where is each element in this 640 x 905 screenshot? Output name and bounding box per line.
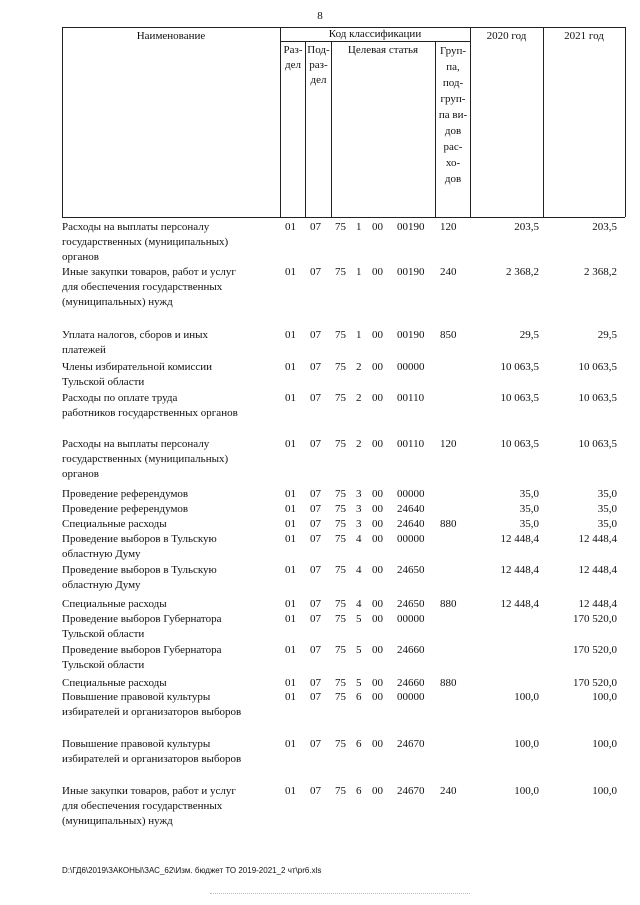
target-part-c: 00 (372, 329, 383, 341)
target-part-c: 00 (372, 598, 383, 610)
target-part-a: 75 (335, 598, 346, 610)
target-part-b: 4 (356, 598, 362, 610)
value-2020: 2 368,2 (506, 266, 539, 278)
value-2021: 100,0 (592, 785, 617, 797)
target-part-a: 75 (335, 533, 346, 545)
value-2021: 203,5 (592, 221, 617, 233)
target-part-d: 24660 (397, 644, 425, 656)
row-name-line: органов (62, 251, 99, 263)
row-name-line: государственных (муниципальных) (62, 453, 229, 465)
target-part-c: 00 (372, 785, 383, 797)
podrazdel-cell: 07 (310, 738, 321, 750)
podrazdel-cell: 07 (310, 598, 321, 610)
podrazdel-cell: 07 (310, 221, 321, 233)
value-2021: 100,0 (592, 691, 617, 703)
target-part-d: 00190 (397, 329, 425, 341)
target-part-d: 00110 (397, 392, 425, 404)
row-name-line: Тульской области (62, 376, 145, 388)
target-part-d: 00000 (397, 533, 425, 545)
value-2021: 170 520,0 (573, 677, 617, 689)
header-name: Наименование (136, 30, 206, 42)
group-cell: 240 (440, 266, 457, 278)
podrazdel-cell: 07 (310, 677, 321, 689)
target-part-c: 00 (372, 691, 383, 703)
value-2020: 203,5 (514, 221, 539, 233)
target-part-c: 00 (372, 438, 383, 450)
target-part-d: 00000 (397, 488, 425, 500)
target-part-d: 00110 (397, 438, 425, 450)
target-part-a: 75 (335, 677, 346, 689)
target-part-b: 4 (356, 533, 362, 545)
value-2021: 12 448,4 (578, 598, 617, 610)
row-name (62, 220, 277, 265)
value-2021: 35,0 (597, 503, 617, 515)
podrazdel-cell: 07 (310, 392, 321, 404)
razdel-cell: 01 (285, 488, 296, 500)
row-name-line: Проведение выборов в Тульскую (62, 564, 217, 576)
target-part-c: 00 (372, 361, 383, 373)
target-part-b: 5 (356, 644, 362, 656)
row-name-line: Иные закупки товаров, работ и услуг (62, 785, 236, 797)
group-cell: 880 (440, 518, 457, 530)
target-part-c: 00 (372, 738, 383, 750)
podrazdel-cell: 07 (310, 488, 321, 500)
row-name-line: Тульской области (62, 659, 145, 671)
row-name-line: Повышение правовой культуры (62, 691, 211, 703)
podrazdel-cell: 07 (310, 691, 321, 703)
razdel-cell: 01 (285, 438, 296, 450)
value-2021: 10 063,5 (578, 361, 617, 373)
row-name (62, 643, 277, 673)
row-name (62, 328, 277, 358)
value-2020: 29,5 (519, 329, 539, 341)
podrazdel-cell: 07 (310, 613, 321, 625)
target-part-d: 24640 (397, 518, 425, 530)
podrazdel-cell: 07 (310, 564, 321, 576)
razdel-cell: 01 (285, 329, 296, 341)
target-part-a: 75 (335, 329, 346, 341)
value-2021: 100,0 (592, 738, 617, 750)
value-2020: 100,0 (514, 738, 539, 750)
target-part-c: 00 (372, 518, 383, 530)
divider (470, 27, 471, 217)
razdel-cell: 01 (285, 785, 296, 797)
target-part-d: 00000 (397, 691, 425, 703)
razdel-cell: 01 (285, 738, 296, 750)
header-podrazdel: Под- раз- дел (307, 44, 330, 86)
target-part-b: 3 (356, 503, 362, 515)
target-part-b: 3 (356, 518, 362, 530)
group-cell: 880 (440, 677, 457, 689)
row-name (62, 563, 277, 593)
value-2021: 12 448,4 (578, 564, 617, 576)
podrazdel-cell: 07 (310, 785, 321, 797)
target-part-c: 00 (372, 564, 383, 576)
row-name-line: избирателей и организаторов выборов (62, 706, 242, 718)
row-name-line: Повышение правовой культуры (62, 738, 211, 750)
page-number: 8 (317, 10, 323, 22)
target-part-d: 24650 (397, 598, 425, 610)
podrazdel-cell: 07 (310, 266, 321, 278)
row-name (62, 784, 277, 829)
target-part-c: 00 (372, 533, 383, 545)
row-name-line: работников государственных органов (62, 407, 238, 419)
header-target: Целевая статья (347, 44, 419, 56)
target-part-d: 24670 (397, 738, 425, 750)
group-cell: 240 (440, 785, 457, 797)
value-2021: 12 448,4 (578, 533, 617, 545)
header-2020: 2020 год (486, 30, 527, 42)
target-part-a: 75 (335, 518, 346, 530)
value-2020: 10 063,5 (500, 392, 539, 404)
podrazdel-cell: 07 (310, 329, 321, 341)
value-2020: 12 448,4 (500, 533, 539, 545)
target-part-b: 1 (356, 221, 362, 233)
podrazdel-cell: 07 (310, 361, 321, 373)
podrazdel-cell: 07 (310, 533, 321, 545)
target-part-a: 75 (335, 361, 346, 373)
target-part-c: 00 (372, 392, 383, 404)
row-name-line: государственных (муниципальных) (62, 236, 229, 248)
header-group: Груп- па, под- груп- па ви- дов рас- хо- дов (438, 45, 468, 185)
row-name (62, 391, 277, 421)
target-part-d: 00000 (397, 613, 425, 625)
target-part-a: 75 (335, 392, 346, 404)
header-code: Код классификации (328, 28, 422, 40)
razdel-cell: 01 (285, 533, 296, 545)
razdel-cell: 01 (285, 266, 296, 278)
razdel-cell: 01 (285, 598, 296, 610)
target-part-d: 00000 (397, 361, 425, 373)
row-name-line: Проведение референдумов (62, 488, 189, 500)
row-name-line: избирателей и организаторов выборов (62, 753, 242, 765)
value-2020: 100,0 (514, 691, 539, 703)
podrazdel-cell: 07 (310, 644, 321, 656)
row-name-line: для обеспечения государственных (62, 281, 223, 293)
target-part-a: 75 (335, 644, 346, 656)
divider (62, 27, 63, 217)
razdel-cell: 01 (285, 644, 296, 656)
razdel-cell: 01 (285, 677, 296, 689)
value-2021: 10 063,5 (578, 392, 617, 404)
header-razdel: Раз- дел (283, 44, 303, 71)
row-name-line: Специальные расходы (62, 598, 167, 610)
row-name-line: Тульской области (62, 628, 145, 640)
target-part-b: 3 (356, 488, 362, 500)
target-part-a: 75 (335, 438, 346, 450)
header-2021: 2021 год (564, 30, 604, 42)
value-2021: 10 063,5 (578, 438, 617, 450)
target-part-b: 5 (356, 613, 362, 625)
target-part-b: 6 (356, 738, 362, 750)
row-name (62, 265, 277, 310)
row-name-line: (муниципальных) нужд (62, 815, 173, 827)
group-cell: 850 (440, 329, 457, 341)
row-name (62, 612, 277, 642)
row-name (62, 690, 277, 720)
target-part-b: 5 (356, 677, 362, 689)
group-cell: 120 (440, 438, 457, 450)
row-name-line: Проведение референдумов (62, 503, 189, 515)
target-part-c: 00 (372, 613, 383, 625)
target-part-d: 24670 (397, 785, 425, 797)
podrazdel-cell: 07 (310, 503, 321, 515)
row-name (62, 597, 277, 612)
target-part-b: 2 (356, 361, 362, 373)
target-part-b: 1 (356, 266, 362, 278)
razdel-cell: 01 (285, 691, 296, 703)
razdel-cell: 01 (285, 221, 296, 233)
value-2021: 2 368,2 (584, 266, 617, 278)
target-part-b: 1 (356, 329, 362, 341)
target-part-d: 24650 (397, 564, 425, 576)
row-name-line: (муниципальных) нужд (62, 296, 173, 308)
target-part-a: 75 (335, 266, 346, 278)
value-2021: 35,0 (597, 488, 617, 500)
value-2020: 35,0 (519, 488, 539, 500)
row-name-line: областную Думу (62, 548, 141, 560)
value-2020: 35,0 (519, 503, 539, 515)
razdel-cell: 01 (285, 392, 296, 404)
row-name-line: Расходы на выплаты персоналу (62, 438, 210, 450)
value-2020: 10 063,5 (500, 361, 539, 373)
target-part-a: 75 (335, 691, 346, 703)
row-name-line: Специальные расходы (62, 677, 167, 689)
target-part-b: 6 (356, 691, 362, 703)
target-part-c: 00 (372, 677, 383, 689)
group-cell: 880 (440, 598, 457, 610)
target-part-c: 00 (372, 488, 383, 500)
razdel-cell: 01 (285, 564, 296, 576)
target-part-b: 6 (356, 785, 362, 797)
podrazdel-cell: 07 (310, 438, 321, 450)
row-name (62, 737, 277, 767)
row-name (62, 437, 277, 482)
row-name-line: Специальные расходы (62, 518, 167, 530)
razdel-cell: 01 (285, 613, 296, 625)
target-part-c: 00 (372, 644, 383, 656)
row-name-line: для обеспечения государственных (62, 800, 223, 812)
row-name (62, 360, 277, 390)
target-part-b: 2 (356, 392, 362, 404)
row-name-line: Уплата налогов, сборов и иных (62, 329, 209, 341)
row-name-line: Расходы по оплате труда (62, 392, 178, 404)
value-2020: 10 063,5 (500, 438, 539, 450)
target-part-b: 4 (356, 564, 362, 576)
value-2020: 12 448,4 (500, 564, 539, 576)
razdel-cell: 01 (285, 361, 296, 373)
row-name-line: областную Думу (62, 579, 141, 591)
target-part-c: 00 (372, 266, 383, 278)
value-2021: 170 520,0 (573, 644, 617, 656)
row-name (62, 676, 277, 691)
value-2020: 100,0 (514, 785, 539, 797)
value-2021: 170 520,0 (573, 613, 617, 625)
row-name-line: Иные закупки товаров, работ и услуг (62, 266, 236, 278)
podrazdel-cell: 07 (310, 518, 321, 530)
target-part-a: 75 (335, 785, 346, 797)
razdel-cell: 01 (285, 503, 296, 515)
row-name-line: платежей (62, 344, 106, 356)
row-name-line: органов (62, 468, 99, 480)
row-name-line: Проведение выборов в Тульскую (62, 533, 217, 545)
target-part-a: 75 (335, 488, 346, 500)
target-part-a: 75 (335, 738, 346, 750)
file-path-footer: D:\ГД6\2019\ЗАКОНЫ\ЗАС_62\Изм. бюджет ТО 2019-2021_2 чт\pr6.xls (62, 866, 322, 875)
value-2021: 29,5 (597, 329, 617, 341)
target-part-b: 2 (356, 438, 362, 450)
target-part-a: 75 (335, 221, 346, 233)
row-name-line: Расходы на выплаты персоналу (62, 221, 210, 233)
row-name-line: Члены избирательной комиссии (62, 361, 213, 373)
value-2020: 35,0 (519, 518, 539, 530)
row-name (62, 532, 277, 562)
target-part-d: 24660 (397, 677, 425, 689)
target-part-d: 00190 (397, 221, 425, 233)
header-bottom-border (62, 217, 625, 218)
row-name-line: Проведение выборов Губернатора (62, 613, 222, 625)
group-cell: 120 (440, 221, 457, 233)
target-part-a: 75 (335, 613, 346, 625)
divider (331, 41, 332, 217)
target-part-a: 75 (335, 503, 346, 515)
target-part-a: 75 (335, 564, 346, 576)
row-name (62, 502, 277, 517)
target-part-c: 00 (372, 503, 383, 515)
value-2020: 12 448,4 (500, 598, 539, 610)
target-part-d: 00190 (397, 266, 425, 278)
divider (625, 27, 626, 217)
row-name (62, 487, 277, 502)
razdel-cell: 01 (285, 518, 296, 530)
row-name (62, 517, 277, 532)
divider (543, 27, 544, 217)
value-2021: 35,0 (597, 518, 617, 530)
target-part-c: 00 (372, 221, 383, 233)
row-name-line: Проведение выборов Губернатора (62, 644, 222, 656)
target-part-d: 24640 (397, 503, 425, 515)
faint-line (210, 893, 470, 894)
